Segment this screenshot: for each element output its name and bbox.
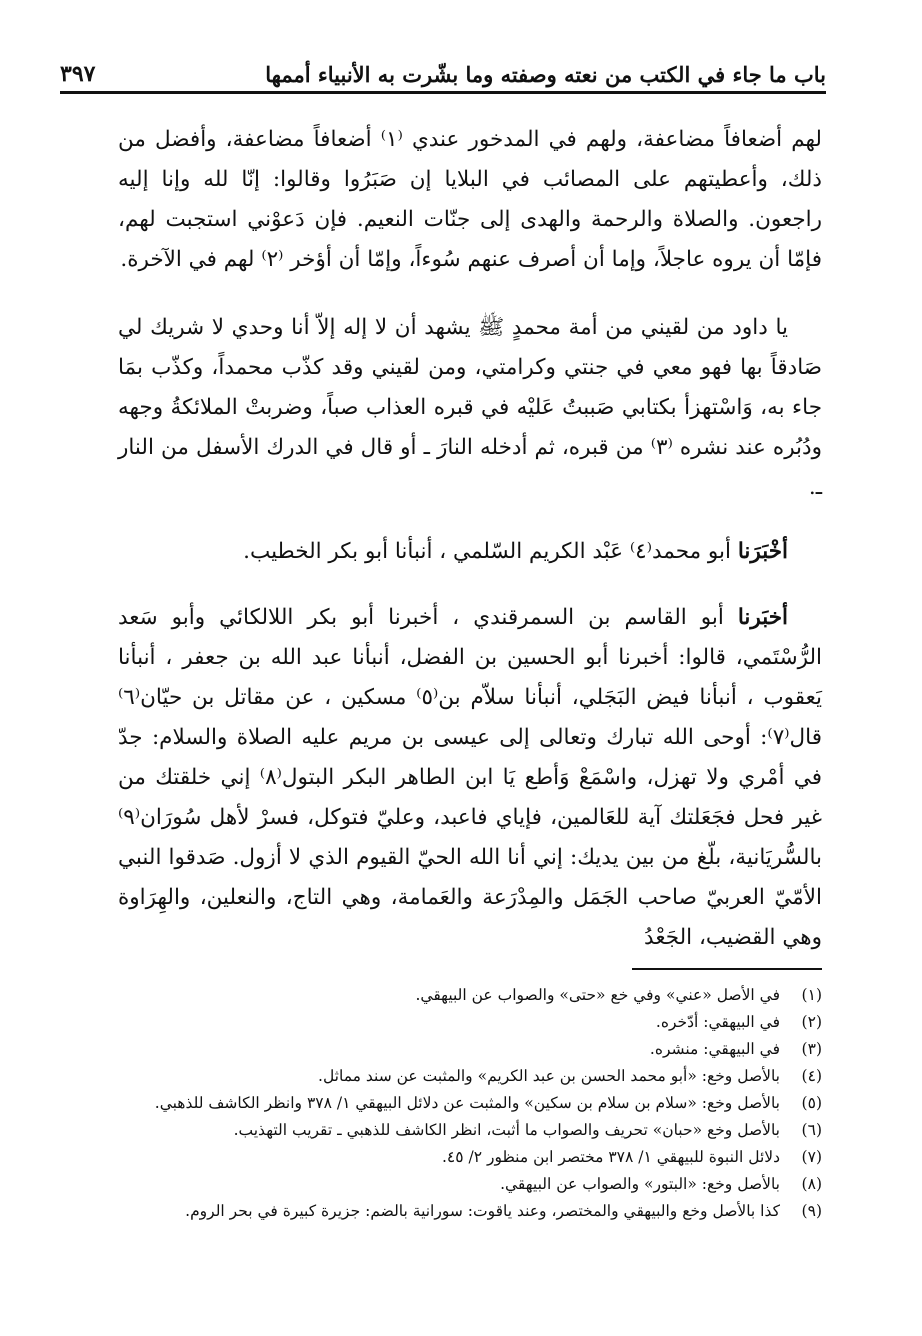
paragraph-2: يا داود من لقيني من أمة محمدٍ ﷺ يشهد أن لا إله إلاّ أنا وحدي لا شريك لي صَادقاً بها فهو معي في جنتي وكرامتي، ومن لقيني وقد كذّب محمداً، وكذّب بمَا جاء به، وَاسْتهزأ بكتابي صَببتُ عَليْه في قبره العذاب صباً، وضربتْ الملائكةُ وجهه ودُبُره عند نشره ⁽٣⁾ من قبره، ثم أدخله النارَ ـ أو قال في الدرك الأسفل من النار ـ. <box>118 315 822 500</box>
main-text <box>118 120 822 958</box>
footnote-text: بالأصل وخع: «سلام بن سلام بن سكين» والمثبت عن دلائل البيهقي ١/ ٣٧٨ وانظر الكاشف للذهبي. <box>154 1094 780 1112</box>
footnote-item <box>62 1117 822 1144</box>
footnotes <box>62 982 822 1225</box>
footnote-number: (٩) <box>801 1202 822 1220</box>
paragraph-1: لهم أضعافاً مضاعفة، ولهم في المدخور عندي ⁽١⁾ أضعافاً مضاعفة، وأفضل من ذلك، وأعطيتهم على المصائب في البلايا إن صَبَرُوا وقالوا: إنّا لله وإنا إليه راجعون. والصلاة والرحمة والهدى إلى جنّات النعيم. فإن دَعوْني استجبت لهم، فإمّا أن يروه عاجلاً، وإما أن أصرف عنهم سُوءاً، وإمّا أن أؤخر ⁽٢⁾ لهم في الآخرة. <box>118 127 822 272</box>
paragraph-3-text: أبو محمد⁽٤⁾ عَبْد الكريم السّلمي ، أنبأنا أبو بكر الخطيب. <box>243 539 731 564</box>
footnote-item <box>62 1144 822 1171</box>
footnote-number: (٦) <box>801 1121 822 1139</box>
footnote-number: (٧) <box>801 1148 822 1166</box>
page-number: ٣٩٧ <box>60 61 96 87</box>
running-title: باب ما جاء في الكتب من نعته وصفته وما بشّرت به الأنبياء أممها <box>265 62 826 87</box>
footnote-number: (٨) <box>801 1175 822 1193</box>
footnote-number: (١) <box>801 986 822 1004</box>
lead-word: أخبَرنا <box>737 605 788 630</box>
footnote-text: كذا بالأصل وخع والبيهقي والمختصر، وعند ياقوت: سورانية بالضم: جزيرة كبيرة في بحر الروم. <box>185 1202 780 1220</box>
footnote-text: في البيهقي: أدّخره. <box>655 1013 780 1031</box>
footnote-item <box>62 1009 822 1036</box>
footnote-item <box>62 1063 822 1090</box>
page-header <box>60 48 826 94</box>
footnote-item <box>62 1036 822 1063</box>
footnote-text: في الأصل «عني» وفي خع «حتى» والصواب عن البيهقي. <box>415 986 780 1004</box>
lead-word: أخْبَرَنا <box>737 539 788 564</box>
footnote-item <box>62 1198 822 1225</box>
footnote-text: بالأصل وخع: «البتور» والصواب عن البيهقي. <box>500 1175 780 1193</box>
paragraph-4-text: أبو القاسم بن السمرقندي ، أخبرنا أبو بكر اللالكائي وأبو سَعد الرُّسْتَمي، قالوا: أخبرنا أبو الحسين بن الفضل، أنبأنا عبد الله بن جعفر ، أنبأنا يَعقوب ، أنبأنا فيض البَجَلي، أنبأنا سلاّم بن⁽٥⁾ مسكين ، عن مقاتل بن حيّان⁽٦⁾ قال⁽٧⁾: أوحى الله تبارك وتعالى إلى عيسى بن مريم عليه الصلاة والسلام: جدّ في أمْري ولا تهزل، واسْمَعْ وَأطع يَا ابن الطاهر البكر البتول⁽٨⁾ إني خلقتك من غير فحل فجَعَلتك آية للعَالمين، فإياي فاعبد، وعليّ فتوكل، فسرْ لأهل سُورَان⁽٩⁾ بالسُّريَانية، بلّغ من بين يديك: إني أنا الله الحيّ القيوم الذي لا أزول. صَدقوا النبي الأمّيّ العربيّ صاحب الجَمَل والمِدْرَعة والعَمامة، وهي التاج، والنعلين، والهِرَاوة وهي القضيب، الجَعْدُ <box>118 605 823 950</box>
paragraph-3 <box>118 532 822 572</box>
footnote-text: دلائل النبوة للبيهقي ١/ ٣٧٨ مختصر ابن منظور ٢/ ٤٥. <box>441 1148 780 1166</box>
footnote-item <box>62 1090 822 1117</box>
footnote-number: (٣) <box>801 1040 822 1058</box>
footnote-text: بالأصل وخع «حبان» تحريف والصواب ما أثبت، انظر الكاشف للذهبي ـ تقريب التهذيب. <box>233 1121 780 1139</box>
footnote-item <box>62 1171 822 1198</box>
paragraph-4 <box>118 598 822 958</box>
footnote-text: في البيهقي: منشره. <box>649 1040 780 1058</box>
footnote-item <box>62 982 822 1009</box>
footnote-text: بالأصل وخع: «أبو محمد الحسن بن عبد الكريم» والمثبت عن سند مماثل. <box>318 1067 780 1085</box>
footnote-divider <box>632 968 822 970</box>
footnote-number: (٤) <box>801 1067 822 1085</box>
footnote-number: (٢) <box>801 1013 822 1031</box>
footnote-number: (٥) <box>801 1094 822 1112</box>
